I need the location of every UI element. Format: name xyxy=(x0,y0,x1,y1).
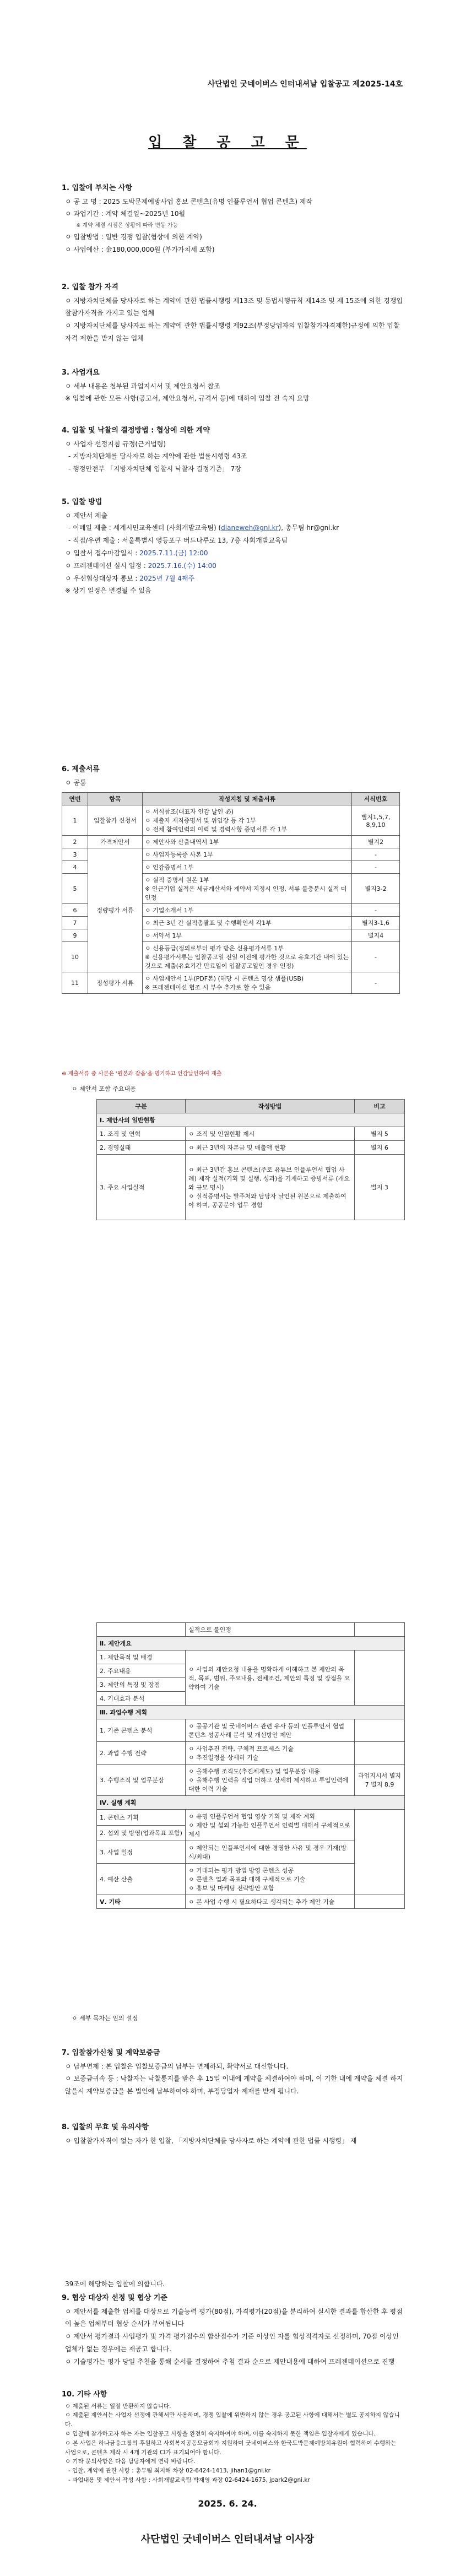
proposal-lead: ㅇ 제안서 포함 주요내용 xyxy=(72,1085,136,1092)
signature-org: 사단법인 굿네이버스 인터내셔날 이사장 xyxy=(140,2534,315,2545)
line: ㅇ 공통 xyxy=(65,778,86,787)
col-header: 작성지침 및 제출서류 xyxy=(143,793,352,805)
pt-value: 2025.7.16.(수) 14:00 xyxy=(148,561,216,570)
cell: ㅇ 서식참조(대표자 인감 날인 必) ㅇ 제출자 재직증명서 및 위임장 등 각 1부 ㅇ 전체 참여인력의 이력 및 경력사항 증명서류 각 1부 xyxy=(143,805,352,836)
line xyxy=(62,560,403,572)
section-8 xyxy=(62,2121,403,2147)
cell: 2 xyxy=(62,836,88,848)
cell: Ⅴ. 기타 xyxy=(97,1895,186,1909)
line: ㅇ 입찰참가자격이 없는 자가 한 입찰, 「지방자치단체를 당사자로 하는 계약에 관한 법률 시행령」 제 xyxy=(65,2136,357,2145)
cell: 3. 제안의 특징 및 장점 xyxy=(97,1678,186,1692)
cell: 1. 콘텐츠 기획 xyxy=(97,1810,186,1826)
cell: 1. 기존 콘텐츠 분석 xyxy=(97,1719,186,1742)
line: ㅇ 공 고 명 : 2025 도박문제예방사업 홍보 콘텐츠(유명 인플루언서 협업 콘텐츠) 제작 xyxy=(65,197,313,205)
cell: ㅇ 사업제안서 1부(PDF본) (해당 시 콘텐츠 영상 샘플(USB) ※ 프레젠테이션 협조 시 부수 추가로 할 수 있음 xyxy=(143,972,352,994)
cell: 입찰참가 신청서 xyxy=(88,805,143,836)
line: ㅇ 제안서 제출 xyxy=(65,511,108,519)
line: ㅇ 제출된 서류는 일절 반환하지 않습니다. xyxy=(65,2402,171,2410)
table-row xyxy=(97,1765,405,1796)
section-10 xyxy=(62,2388,403,2485)
cell: 6 xyxy=(62,904,88,917)
deadline-value: 2025.7.11.(금) 12:00 xyxy=(139,549,208,558)
cell: 7 xyxy=(62,917,88,929)
cell: 별지 3 xyxy=(355,1155,405,1220)
page-title: 입 찰 공 고 문 xyxy=(148,134,307,151)
cell: 별지1,5,7, 8,9,10 xyxy=(352,805,400,836)
line: ※ 입찰에 관한 모든 사항(공고서, 제안요청서, 규격서 등)에 대하여 입찰 전 숙지 요망 xyxy=(65,394,310,403)
section-title: 7. 입찰참가신청 및 계약보증금 xyxy=(62,2049,160,2057)
cell: 1 xyxy=(62,805,88,836)
pt-label: ㅇ 프레젠테이션 실시 일정 : xyxy=(65,561,146,570)
eval-footnote: ㅇ 세부 목차는 임의 설정 xyxy=(72,2015,138,2022)
line: ㅇ 세부 내용은 첨부된 과업지시서 및 제안요청서 참조 xyxy=(65,382,220,390)
cell: 3. 사업 일정 xyxy=(97,1841,186,1864)
section-2 xyxy=(62,281,403,345)
cell: 4. 예산 산출 xyxy=(97,1864,186,1895)
cell: 2. 경영실태 xyxy=(97,1141,186,1155)
line: - 과업내용 및 제안서 작성 사항 : 사회개발교육팀 박재영 과장 02-6424-1675, jpark2@gni.kr xyxy=(68,2477,310,2484)
table-row xyxy=(97,1719,405,1742)
email-link[interactable]: dianeweh@gni.kr xyxy=(221,524,279,532)
cell: 과업지시서 별지 7 별지 8,9 xyxy=(355,1765,405,1796)
cell xyxy=(355,1895,405,1909)
line: ㅇ 기술평가는 평가 당일 추천을 통해 순서를 결정하여 추첨 결과 순으로 제안내용에 대하여 프레젠테이션으로 진행 xyxy=(65,2357,395,2366)
col-header: 작성방법 xyxy=(186,1100,355,1113)
proposal-table xyxy=(96,1099,405,1220)
cell: ㅇ 본 사업 수행 시 필요하다고 생각되는 추가 제안 기술 xyxy=(186,1895,355,1909)
cell: 3. 주요 사업실적 xyxy=(97,1155,186,1220)
section-title: 10. 기타 사항 xyxy=(62,2390,107,2399)
line: 39조에 해당하는 입찰에 의합니다. xyxy=(65,2280,165,2288)
cell: - xyxy=(352,861,400,874)
line: ㅇ 기타 문의사항은 다음 담당자에게 연락 바랍니다. xyxy=(65,2458,196,2465)
cell: ㅇ 최근 3년의 자본금 및 매출액 현황 xyxy=(186,1141,355,1155)
cell: ㅇ 기대되는 평가 방법 방영 콘텐츠 성공 ㅇ 콘텐츠 업과 목표와 대해 구체적으로 기술 ㅇ 홍보 및 마케팅 전략방안 포함 xyxy=(186,1864,355,1895)
section-5 xyxy=(62,496,403,597)
cell: - xyxy=(352,972,400,994)
section-title: 6. 제출서류 xyxy=(62,765,100,773)
section-4 xyxy=(62,424,403,475)
line: ㅇ 제안서를 제출한 업체를 대상으로 기술능력 평가(80점), 가격평가(20점)을 분리하여 실시한 결과를 합산한 후 평점이 높은 업체부터 협상 순서가 부여됩니다 xyxy=(65,2307,403,2328)
line xyxy=(62,547,403,560)
cell: - xyxy=(352,848,400,861)
section-6 xyxy=(62,763,403,789)
table-row xyxy=(97,1895,405,1909)
cell: 별지4 xyxy=(352,929,400,942)
cell: 별지3-2 xyxy=(352,874,400,904)
cell: ㅇ 기업소개서 1부 xyxy=(143,904,352,917)
line: ㅇ 사업자 선정지침 규정(근거법령) xyxy=(65,440,166,448)
line: ㅇ 입찰에 참가하고자 하는 자는 입찰공고 사항을 완전히 숙지하여야 하며, 이를 숙지하지 못한 책임은 입찰자에게 있습니다. xyxy=(65,2431,376,2438)
group-title: Ⅱ. 제안개요 xyxy=(97,1637,405,1650)
cell xyxy=(355,1623,405,1637)
table-row xyxy=(62,836,400,848)
section-title: 4. 입찰 및 낙찰의 결정방법 : 협상에 의한 계약 xyxy=(62,426,210,435)
table-footnote: ※ 제출서류 중 사본은 '원본과 같음'을 명기하고 인감날인하여 제출 xyxy=(62,1071,222,1077)
cell: 정량평가 서류 xyxy=(88,848,143,972)
line: ㅇ 납부면제 : 본 입찰은 입찰보증금의 납부는 면제하되, 확약서로 대신합니다. xyxy=(65,2062,289,2070)
cell: ㅇ 실적 증명서 원본 1부 ※ 인근기업 실적은 세금계산서와 계약서 지정시 인정, 서류 불충분시 실적 미인정 xyxy=(143,874,352,904)
table-row xyxy=(62,972,400,994)
cell: 3. 수행조직 및 업무분장 xyxy=(97,1765,186,1796)
line: ㅇ 본 사업은 하나금융그룹의 후원하고 사회복지공동모금회가 지원하며 굿네이버스와 한국도박문제예방치유원이 협력하여 수행하는 사업으로, 콘텐츠 제작 시 4개 기관의 CI가 표기되어야 합니다. xyxy=(65,2439,397,2456)
section-title: 3. 사업개요 xyxy=(62,369,100,377)
section-title: 2. 입찰 참가 자격 xyxy=(62,283,118,291)
cell: ㅇ 유명 인플루언서 협업 영상 기획 및 제작 계획 ㅇ 제안 및 섭외 가능한 인플루언서 인력별 대해서 구체적으로 제시 xyxy=(186,1810,355,1841)
cell: 9 xyxy=(62,929,88,942)
cell: ㅇ 최근 3년간 홍보 콘텐츠(주로 유튜브 인플루언서 협업 사례) 제작 실적(기획 및 실행, 성과)을 기재하고 증빙서류 (개요와 규모 명시) ㅇ 실적증명서는 발주처와 담당자 날인된 원본으로 제출하여야 하며, 공공분야 업무 경험 xyxy=(186,1155,355,1220)
cell: 5 xyxy=(62,874,88,904)
notice-number: 사단법인 굿네이버스 인터내셔날 입찰공고 제2025-14호 xyxy=(207,80,403,89)
line: ㅇ 사업예산 : 金180,000,000원 (부가가치세 포함) xyxy=(65,246,215,254)
table-header-row xyxy=(97,1100,405,1113)
cell: 1. 조직 및 연혁 xyxy=(97,1127,186,1141)
col-header: 구분 xyxy=(97,1100,186,1113)
notice-value: 2025년 7월 4째주 xyxy=(139,574,195,582)
cell: ㅇ 서약서 1부 xyxy=(143,929,352,942)
table-group-row xyxy=(97,1706,405,1719)
cell: ㅇ 인감증명서 1부 xyxy=(143,861,352,874)
table-header-row xyxy=(62,793,400,805)
cell: 4 xyxy=(62,861,88,874)
line: ㅇ 과업기간 : 계약 체결일~2025년 10월 xyxy=(65,210,186,218)
line: - 행정안전부 「지방자치단체 입찰시 낙찰자 결정기준」 7장 xyxy=(68,465,241,473)
cell xyxy=(355,1719,405,1742)
cell: 1. 제안목적 및 배경 xyxy=(97,1650,186,1664)
line: ㅇ 보증금귀속 등 : 낙찰자는 낙찰통지를 받은 후 15일 이내에 계약을 체결하여야 하며, 이 기한 내에 계약을 체결 하지 않을시 계약보증금을 본 법인에 납부하여야 하며, 부정당업자 제재를 받게 됩니다. xyxy=(65,2075,403,2096)
cell: ㅇ 올해수행 조직도(추진체계도) 및 업무분장 내용 ㅇ 올해수행 인력을 직업 더하고 상세히 제시하고 투입인력에 대한 이력 기술 xyxy=(186,1765,355,1796)
table-row xyxy=(97,1810,405,1826)
signature-date: 2025. 6. 24. xyxy=(198,2498,257,2509)
note: ※ 계약 체결 시점은 상황에 따라 변동 가능 xyxy=(76,223,178,229)
cell: - xyxy=(352,942,400,972)
cell: ㅇ 신용등급(정의로부터 평가 받은 신용평가서류 1부 ※ 신용평가서류는 입찰공고일 전일 이전에 평가한 것으로 유효기간 내에 있는 것으로 제출(유효기간 만료일이 입찰공고일인 경우 인정) xyxy=(143,942,352,972)
cell: 별지2 xyxy=(352,836,400,848)
line: - 이메일 제출 : 세계시민교육센터 (사회개발교육팀) (dianeweh@gni.kr), 총무팀 hr@gni.kr xyxy=(68,524,339,532)
cell: - xyxy=(352,904,400,917)
line: - 입찰, 계약에 관한 사항 : 총무팀 최지해 차장 02-6424-1413, jihan1@gni.kr xyxy=(68,2467,270,2475)
cell xyxy=(97,1623,186,1637)
section-7 xyxy=(62,2047,403,2098)
line: - 직접/우편 제출 : 서울특별시 영등포구 버드나루로 13, 7층 사회개발교육팀 xyxy=(68,537,288,545)
line: ㅇ 입찰방법 : 일반 경쟁 입찰(협상에 의한 계약) xyxy=(65,233,202,241)
cell: 11 xyxy=(62,972,88,994)
cell xyxy=(355,1810,405,1895)
line: ※ 상기 일정은 변경될 수 있음 xyxy=(65,587,151,595)
cell: ㅇ 사업추진 전략, 구체적 프로세스 기술 ㅇ 추진일정을 상세히 기술 xyxy=(186,1742,355,1765)
cell: 실적으로 불인정 xyxy=(186,1623,355,1637)
cell: ㅇ 사업자등록증 사본 1부 xyxy=(143,848,352,861)
email-label: - 이메일 제출 : 세계시민교육센터 (사회개발교육팀) xyxy=(68,524,216,532)
cell: ㅇ 최근 3년 간 실적총괄표 및 수행확인서 각1부 xyxy=(143,917,352,929)
section-8-tail xyxy=(62,2278,403,2291)
table-group-row xyxy=(97,1113,405,1127)
group-title: Ⅰ. 제안사의 일반현황 xyxy=(97,1113,405,1127)
col-header: 항목 xyxy=(88,793,143,805)
evaluation-table xyxy=(96,1622,405,1909)
col-header: 비고 xyxy=(355,1100,405,1113)
notice-label: ㅇ 우선협상대상자 통보 : xyxy=(65,574,138,582)
cell xyxy=(355,1650,405,1706)
cell: 2. 과업 수행 전략 xyxy=(97,1742,186,1765)
group-title: Ⅳ. 실행 계획 xyxy=(97,1796,405,1810)
section-1 xyxy=(62,182,403,256)
table-group-row xyxy=(97,1796,405,1810)
deadline-label: ㅇ 입찰서 접수마감일시 : xyxy=(65,549,138,558)
cell: 정성평가 서류 xyxy=(88,972,143,994)
cell: 4. 기대효과 분석 xyxy=(97,1692,186,1706)
cell: 별지 5 xyxy=(355,1127,405,1141)
table-row xyxy=(97,1623,405,1637)
col-header: 연번 xyxy=(62,793,88,805)
line: ㅇ 제안서 평가결과 사업평가 및 가격 평가점수의 합산점수가 기준 이상인 자를 협상적격자로 선정하며, 70점 이상인 업체가 없는 경우에는 재공고 합니다. xyxy=(65,2333,399,2353)
table-row xyxy=(62,805,400,836)
table-row xyxy=(62,848,400,861)
table-row xyxy=(97,1650,405,1664)
table-row xyxy=(97,1127,405,1141)
line: ㅇ 지방자치단체를 당사자로 하는 계약에 관한 법률시행령 제92조(부정당업자의 입찰참가자격제한)규정에 의한 입찰자격 제한을 받지 않는 업체 xyxy=(65,322,400,343)
cell: ㅇ 사업의 제안요청 내용을 명확하게 이해하고 본 제안의 목적, 목표, 범위, 주요내용, 전체조건, 제안의 특징 및 장점을 요약하여 기술 xyxy=(186,1650,355,1706)
line: ㅇ 제출된 제안서는 사업자 선정에 관해서만 사용하며, 경쟁 입찰에 위반하지 않는 경우 공고된 사항에 대해서는 별도 공지하지 않습니다. xyxy=(65,2412,400,2428)
cell: ㅇ 조직 및 인원현황 제시 xyxy=(186,1127,355,1141)
cell: 2. 섭외 및 방영(업과목표 포함) xyxy=(97,1825,186,1841)
group-title: Ⅲ. 과업수행 계획 xyxy=(97,1706,405,1719)
section-title: 1. 입찰에 부치는 사항 xyxy=(62,184,133,192)
line: - 지방자치단체를 당사자로 하는 계약에 관한 법률시행령 43조 xyxy=(68,452,247,461)
cell: 별지3-1,6 xyxy=(352,917,400,929)
email-suffix: , 총무팀 hr@gni.kr xyxy=(281,524,339,532)
table-row xyxy=(97,1742,405,1765)
section-title: 8. 입찰의 무효 및 유의사항 xyxy=(62,2123,149,2131)
table-row xyxy=(97,1155,405,1220)
col-header: 서식번호 xyxy=(352,793,400,805)
cell: ㅇ 제안사와 산출내역서 1부 xyxy=(143,836,352,848)
cell xyxy=(355,1742,405,1765)
cell: ㅇ 공공기관 및 굿네이버스 관련 유사 등의 인플루언서 협업 콘텐츠 성공사례 분석 및 개선방안 제안 xyxy=(186,1719,355,1742)
section-9 xyxy=(62,2292,403,2368)
line: ㅇ 지방자치단체를 당사자로 하는 계약에 관한 법률시행령 제13조 및 동법시행규칙 제14조 및 제 15조에 의한 경쟁입찰참가자격을 가지고 있는 업체 xyxy=(65,296,403,317)
cell: 가격제안서 xyxy=(88,836,143,848)
cell: 2. 주요내용 xyxy=(97,1664,186,1678)
section-title: 9. 협상 대상자 선정 및 협상 기준 xyxy=(62,2294,167,2302)
section-3 xyxy=(62,366,403,405)
table-group-row xyxy=(97,1637,405,1650)
cell: 3 xyxy=(62,848,88,861)
cell: ㅇ 제안되는 인플루언서에 대한 경영한 사유 및 경우 기재(방식/최대) xyxy=(186,1841,355,1864)
table-row xyxy=(97,1141,405,1155)
documents-table xyxy=(62,792,400,994)
line xyxy=(62,572,403,585)
cell: 별지 6 xyxy=(355,1141,405,1155)
cell: 10 xyxy=(62,942,88,972)
section-title: 5. 입찰 방법 xyxy=(62,498,102,506)
